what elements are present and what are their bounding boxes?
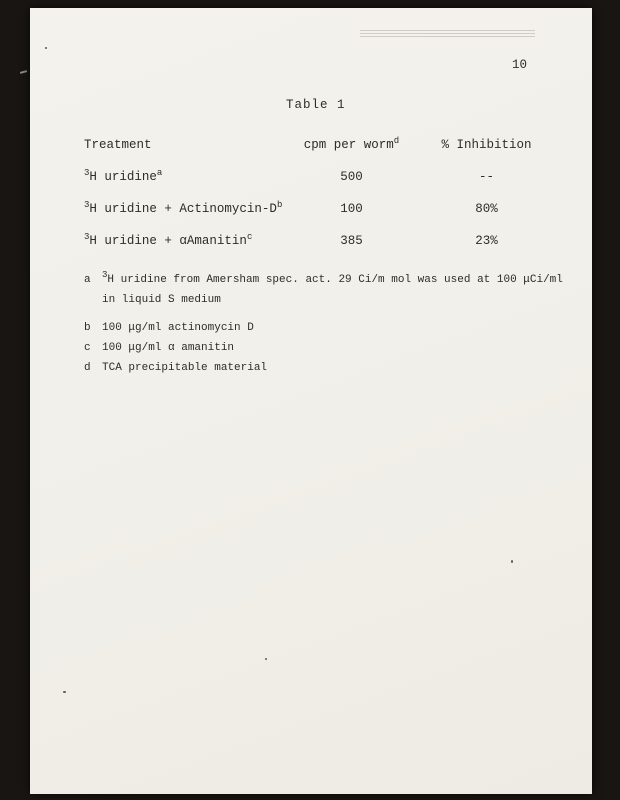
table-row-inhibition: 80% [475,202,498,216]
scan-speck [45,47,47,49]
table-row-inhibition: -- [478,170,494,184]
footnote-a [84,270,574,310]
footnote-b [84,318,574,338]
treatment-label: H uridine + αAmanitin [89,234,247,248]
footnote-text [102,270,572,310]
col-header-treatment: Treatment [84,138,152,152]
scan-speck [63,691,66,693]
table-row-treatment [84,234,284,254]
scan-artifact-lines [360,30,535,39]
footnote-text: TCA precipitable material [102,362,268,374]
footnote-marker: a [84,274,91,286]
table-row-treatment [84,202,284,222]
page-number: 10 [512,58,528,72]
treatment-label: H uridine + Actinomycin-D [89,202,277,216]
table-row-cpm: 500 [340,170,363,184]
footnote-marker: d [84,362,91,374]
footnote-ref: c [246,232,253,242]
col-header-cpm-footnote-ref: d [393,136,400,146]
footnote-text: 100 μg/ml actinomycin D [102,322,254,334]
data-table [84,138,554,254]
isotope-superscript: 3 [102,270,108,280]
treatment-label: H uridine [89,170,157,184]
footnote-text: 100 μg/ml α amanitin [102,342,235,354]
table-row-treatment [84,170,284,190]
table-title: Table 1 [286,98,346,112]
table-row-cpm: 100 [340,202,363,216]
col-header-cpm-label: cpm per worm [303,138,394,152]
scan-speck [511,560,513,563]
footnote-c [84,338,574,358]
col-header-cpm [284,138,419,158]
footnote-text-line2: in liquid S medium [102,294,221,306]
footnote-marker: b [84,322,91,334]
scan-edge-mark [20,70,27,74]
footnote-ref: a [156,168,163,178]
scanned-page [30,8,592,794]
col-header-inhibition: % Inhibition [441,138,532,152]
footnote-text-line1: H uridine from Amersham spec. act. 29 Ci/m mol was used at 100 μCi/ml [107,274,563,286]
isotope-superscript: 3 [84,168,90,178]
table-row-cpm: 385 [340,234,363,248]
footnote-ref: b [276,200,283,210]
scan-speck [265,658,267,660]
isotope-superscript: 3 [84,232,90,242]
footnote-d [84,358,574,378]
isotope-superscript: 3 [84,200,90,210]
table-row-inhibition: 23% [475,234,498,248]
footnote-marker: c [84,342,91,354]
footnotes [84,270,574,378]
